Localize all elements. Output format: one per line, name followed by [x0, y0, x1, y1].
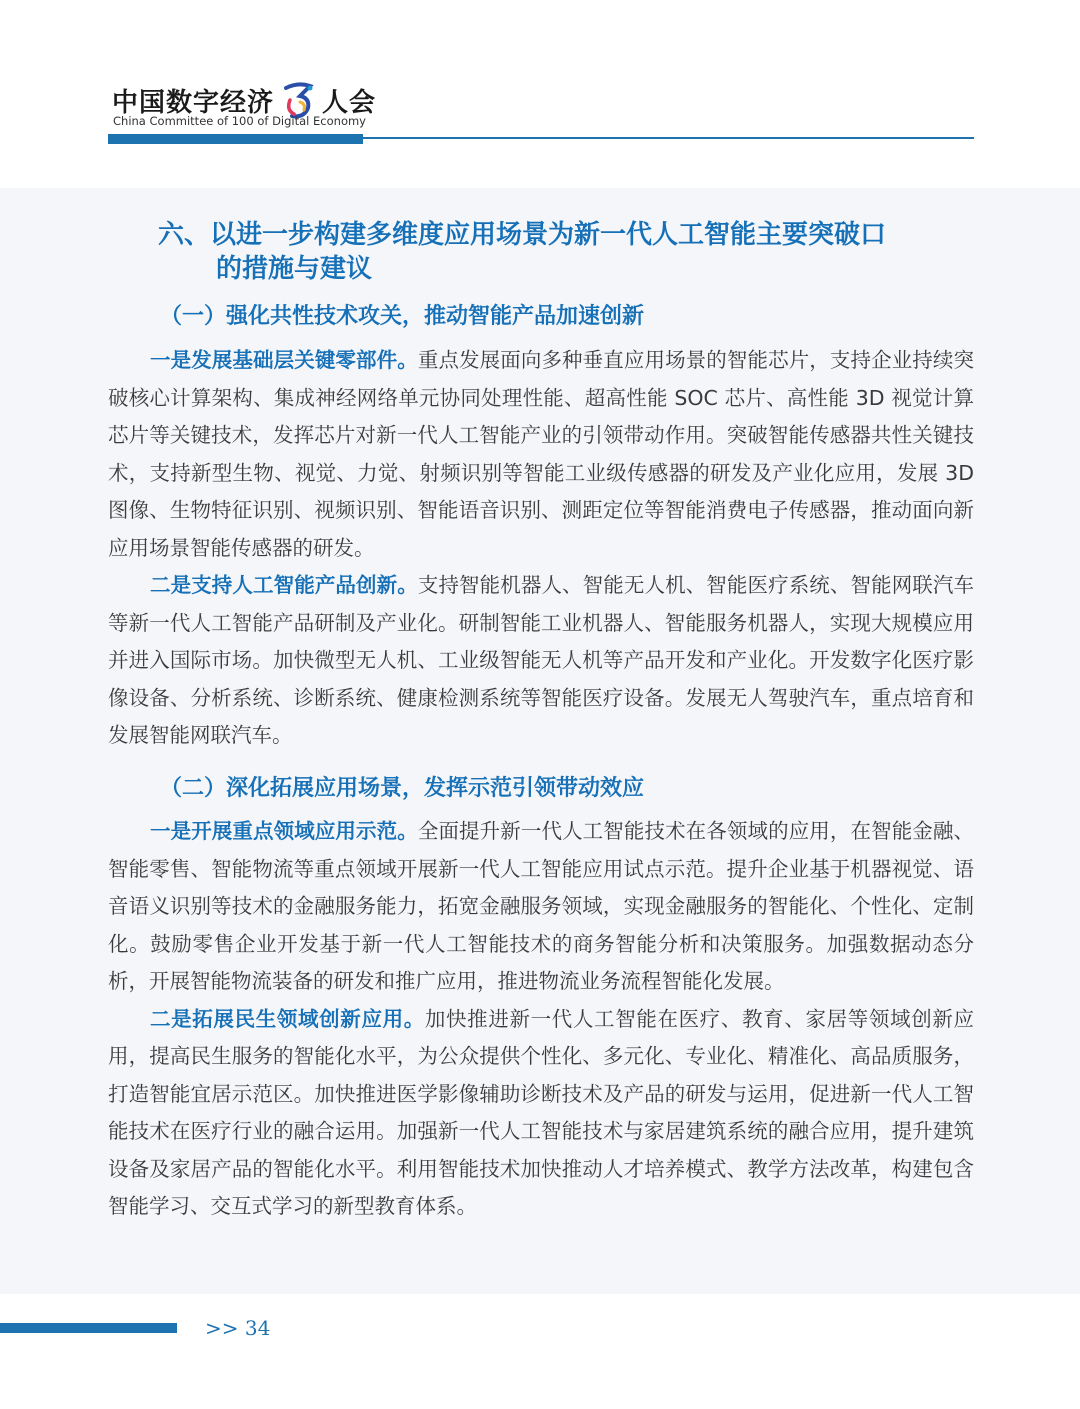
paragraph-lead: 二是拓展民生领域创新应用。: [150, 1006, 425, 1031]
paragraph-text: 支持智能机器人、智能无人机、智能医疗系统、智能网联汽车等新一代人工智能产品研制及产业化。研制智能工业机器人、智能服务机器人，实现大规模应用并进入国际市场。加快微型无人机、工业级智能无人机等产品开发和产业化。开发数字化医疗影像设备、分析系统、诊断系统、健康检测系统等智能医疗设备。发展无人驾驶汽车，重点培育和发展智能网联汽车。: [108, 573, 975, 747]
paragraph-lead: 二是支持人工智能产品创新。: [150, 573, 418, 597]
page-number: >> 34: [205, 1316, 271, 1340]
section-title-line1: 六、以进一步构建多维度应用场景为新一代人工智能主要突破口: [158, 220, 887, 250]
header-rule-accent: [108, 134, 363, 144]
page-header: [0, 0, 1080, 188]
logo-text-right: 人会: [322, 87, 377, 118]
subsection-2-body: [108, 813, 974, 1226]
paragraph: [108, 813, 974, 1001]
paragraph-lead: 一是开展重点领域应用示范。: [150, 819, 418, 843]
subsection-heading-1: （一）强化共性技术攻关，推动智能产品加速创新: [160, 304, 645, 329]
logo-english-name: China Committee of 100 of Digital Economy: [113, 114, 366, 128]
logo-text-left: 中国数字经济: [112, 87, 275, 118]
paragraph: [108, 342, 974, 567]
subsection-1-body: [108, 342, 974, 755]
section-title-line2: 的措施与建议: [216, 254, 373, 284]
paragraph-text: 全面提升新一代人工智能技术在各领域的应用，在智能金融、智能零售、智能物流等重点领域开展新一代人工智能应用试点示范。提升企业基于机器视觉、语音语义识别等技术的金融服务能力，拓宽金融服务领域，实现金融服务的智能化、个性化、定制化。鼓励零售企业开发基于新一代人工智能技术的商务智能分析和决策服务。加强数据动态分析，开展智能物流装备的研发和推广应用，推进物流业务流程智能化发展。: [108, 819, 975, 993]
footer-bar: [0, 1323, 177, 1333]
paragraph-text: 加快推进新一代人工智能在医疗、教育、家居等领域创新应用，提高民生服务的智能化水平，为公众提供个性化、多元化、专业化、精准化、高品质服务，打造智能宜居示范区。加快推进医学影像辅助诊断技术及产品的研发与运用，促进新一代人工智能技术在医疗行业的融合运用。加强新一代人工智能技术与家居建筑系统的融合应用，提升建筑设备及家居产品的智能化水平。利用智能技术加快推动人才培养模式、教学方法改革，构建包含智能学习、交互式学习的新型教育体系。: [108, 1006, 975, 1218]
section-title: [158, 218, 978, 286]
paragraph: [108, 567, 974, 755]
paragraph-lead: 一是发展基础层关键零部件。: [150, 348, 418, 372]
paragraph-text: 重点发展面向多种垂直应用场景的智能芯片，支持企业持续突破核心计算架构、集成神经网络单元协同处理性能、超高性能 SOC 芯片、高性能 3D 视觉计算芯片等关键技术，发挥芯片对新一代人工智能产业的引领带动作用。突破智能传感器共性关键技术，支持新型生物、视觉、力觉、射频识别等智能工业级传感器的研发及产业化应用，发展 3D 图像、生物特征识别、视频识别、智能语音识别、测距定位等智能消费电子传感器，推动面向新应用场景智能传感器的研发。: [108, 348, 975, 560]
subsection-heading-2: （二）深化拓展应用场景，发挥示范引领带动效应: [160, 776, 645, 801]
paragraph: [108, 1001, 974, 1226]
